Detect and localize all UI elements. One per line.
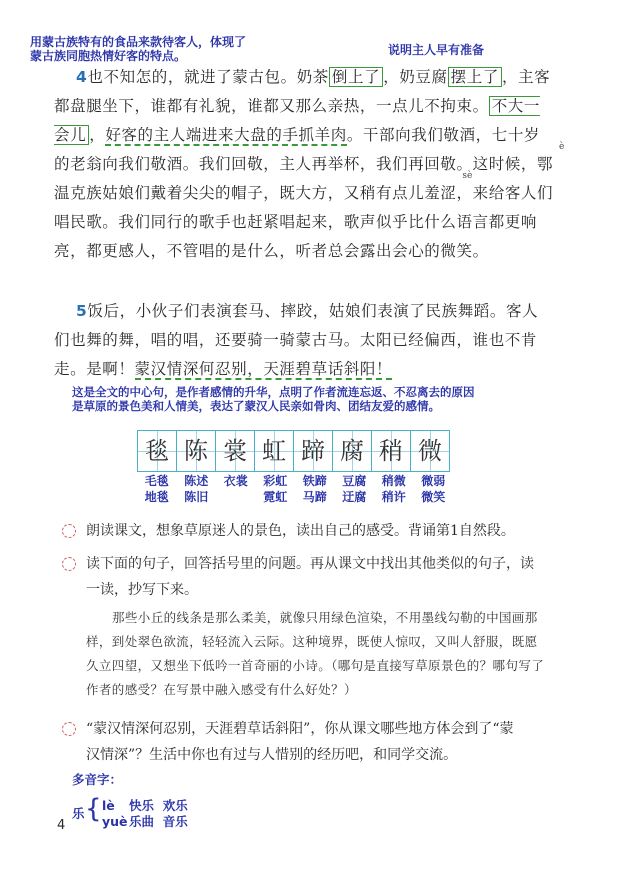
exercise-3 <box>62 716 562 768</box>
word: 铁蹄 <box>302 474 327 488</box>
word-column <box>256 473 296 505</box>
word-column <box>137 473 177 505</box>
underlined-phrase: 好客的主人端进来大盘的手抓羊肉 <box>105 126 347 144</box>
text-run: ，奶豆腐 <box>383 68 448 86</box>
word-column <box>216 473 256 505</box>
word: 陈述 <box>184 474 209 488</box>
annotation-prepared-note: 说明主人早有准备 <box>388 43 485 57</box>
ruby-base: 涩 <box>440 184 457 202</box>
pinyin: lè <box>102 798 115 813</box>
pinyin: yuè <box>102 814 128 829</box>
word: 霓虹 <box>263 490 288 504</box>
text-run: 饭后，小伙子们表演套马、摔跤，姑娘们表演了民族舞蹈。客人们也舞的舞，唱的唱，还要骑一骑蒙古马。太阳已经偏西，谁也不肯走。是啊！ <box>54 302 539 378</box>
word: 快乐 <box>129 798 155 813</box>
exercise-text: “蒙汉情深何忍别，天涯碧草话斜阳”，你从课文哪些地方体会到了“蒙 <box>86 721 514 737</box>
text-run: 。干部向我们敬酒，七十岁的老翁向我们敬酒。我们回敬，主人再举杯，我们再回敬。这时候， <box>54 126 541 173</box>
exercise-text: 读下面的句子，回答括号里的问题。再从课文中找出其他类似的句子，读 <box>86 556 534 572</box>
char-cell: 腐 <box>333 431 372 471</box>
ruby-char <box>537 142 565 173</box>
char-cell: 毯 <box>138 431 177 471</box>
word: 迂腐 <box>342 490 367 504</box>
word-column <box>374 473 414 505</box>
word: 马蹄 <box>302 490 327 504</box>
annotation-line: 是草原的景色美和人情美，表达了蒙汉人民亲如骨肉、团结友爱的感情。 <box>72 399 440 413</box>
underlined-phrase: 蒙汉情深何忍别，天涯碧草话斜阳！ <box>134 360 393 378</box>
word-column <box>335 473 375 505</box>
quoted-passage: 那些小丘的线条是那么柔美，就像只用绿色渲染，不用墨线勾勒的中国画那样，到处翠色欲流，轻轻流入云际。这种境界，既使人惊叹，又叫人舒服，既愿久立四望，又想坐下低吟一首奇丽的小诗。（哪句是直接写草原景色的？哪句写了作者的感受？在写景中融入感受有什么好处？） <box>86 610 545 697</box>
char-cell: 裳 <box>216 431 255 471</box>
word-column <box>295 473 335 505</box>
exercise-2 <box>62 551 562 603</box>
word: 豆腐 <box>342 474 367 488</box>
exercise-icon <box>62 524 76 538</box>
exercise-text: 朗读课文，想象草原迷人的景色，读出自己的感受。背诵第1自然段。 <box>86 523 515 539</box>
text-run: 温克族姑娘们戴着尖尖的帽子，既大方，又稍有点儿羞 <box>54 184 441 202</box>
polyphone-reading-1 <box>102 798 188 813</box>
char-cell: 虹 <box>255 431 294 471</box>
exercise-icon <box>62 557 76 571</box>
boxed-phrase: 摆上了 <box>448 67 502 87</box>
word: 毛毯 <box>144 474 169 488</box>
word: 衣裳 <box>223 474 248 488</box>
exercise-text: 汉情深”？生活中你也有过与人惜别的经历吧，和同学交流。 <box>86 747 458 763</box>
ruby-base: 鄂 <box>537 155 554 173</box>
brace-icon: { <box>85 794 102 824</box>
exercise-1 <box>62 518 562 544</box>
char-cell: 蹄 <box>294 431 333 471</box>
annotation-center-sentence <box>72 385 475 413</box>
page-number: 4 <box>57 818 66 833</box>
polyphone-char: 乐 <box>72 806 85 821</box>
word-column <box>177 473 217 505</box>
word-column <box>414 473 454 505</box>
word: 乐曲 <box>129 814 155 829</box>
boxed-phrase: 不大一会儿 <box>54 97 541 144</box>
exercise-text: 一读，抄写下来。 <box>86 582 198 598</box>
char-words <box>137 473 453 505</box>
char-cell: 陈 <box>177 431 216 471</box>
annotation-line: 这是全文的中心句，是作者感情的升华，点明了作者流连忘返、不忍离去的原因 <box>72 385 475 399</box>
word: 稍微 <box>381 474 406 488</box>
paragraph-4 <box>54 63 565 266</box>
paragraph-number: 5 <box>76 302 88 320</box>
text-run: ，来给客人们唱民歌。我们同行的歌手也赶紧唱起来，歌声似乎比什么语言都更响亮，都更感人，不管唱的是什么，听者总会露出会心的微笑。 <box>54 184 554 260</box>
text-run: ，主客都盘腿坐下，谁都有礼貌，谁都又那么亲热，一点儿不拘束。 <box>54 68 551 115</box>
exercise-icon <box>62 722 76 736</box>
text-run: 也不知怎的，就进了蒙古包。奶茶 <box>87 68 329 86</box>
annotation-line: 蒙古族同胞热情好客的特点。 <box>30 49 187 63</box>
char-cell: 微 <box>411 431 449 471</box>
word: 地毯 <box>144 490 169 504</box>
word: 陈旧 <box>184 490 209 504</box>
ruby-char <box>440 171 473 202</box>
word: 微笑 <box>421 490 446 504</box>
annotation-line: 用蒙古族特有的食品来款待客人，体现了 <box>30 35 247 49</box>
paragraph-5 <box>54 297 554 384</box>
word: 音乐 <box>162 814 188 829</box>
polyphone-label: 多音字： <box>72 772 123 787</box>
new-characters-grid <box>137 430 450 472</box>
annotation-food-note <box>30 35 246 63</box>
pinyin: è <box>559 142 565 152</box>
paragraph-number: 4 <box>76 68 88 86</box>
char-cell: 稍 <box>372 431 411 471</box>
pinyin: sè <box>462 171 473 181</box>
polyphone-reading-2 <box>102 814 188 829</box>
text-run: ， <box>89 126 106 144</box>
boxed-phrase: 倒上了 <box>329 67 383 87</box>
word: 彩虹 <box>263 474 288 488</box>
word: 微弱 <box>421 474 446 488</box>
word: 稍许 <box>381 490 406 504</box>
word: 欢乐 <box>162 798 188 813</box>
